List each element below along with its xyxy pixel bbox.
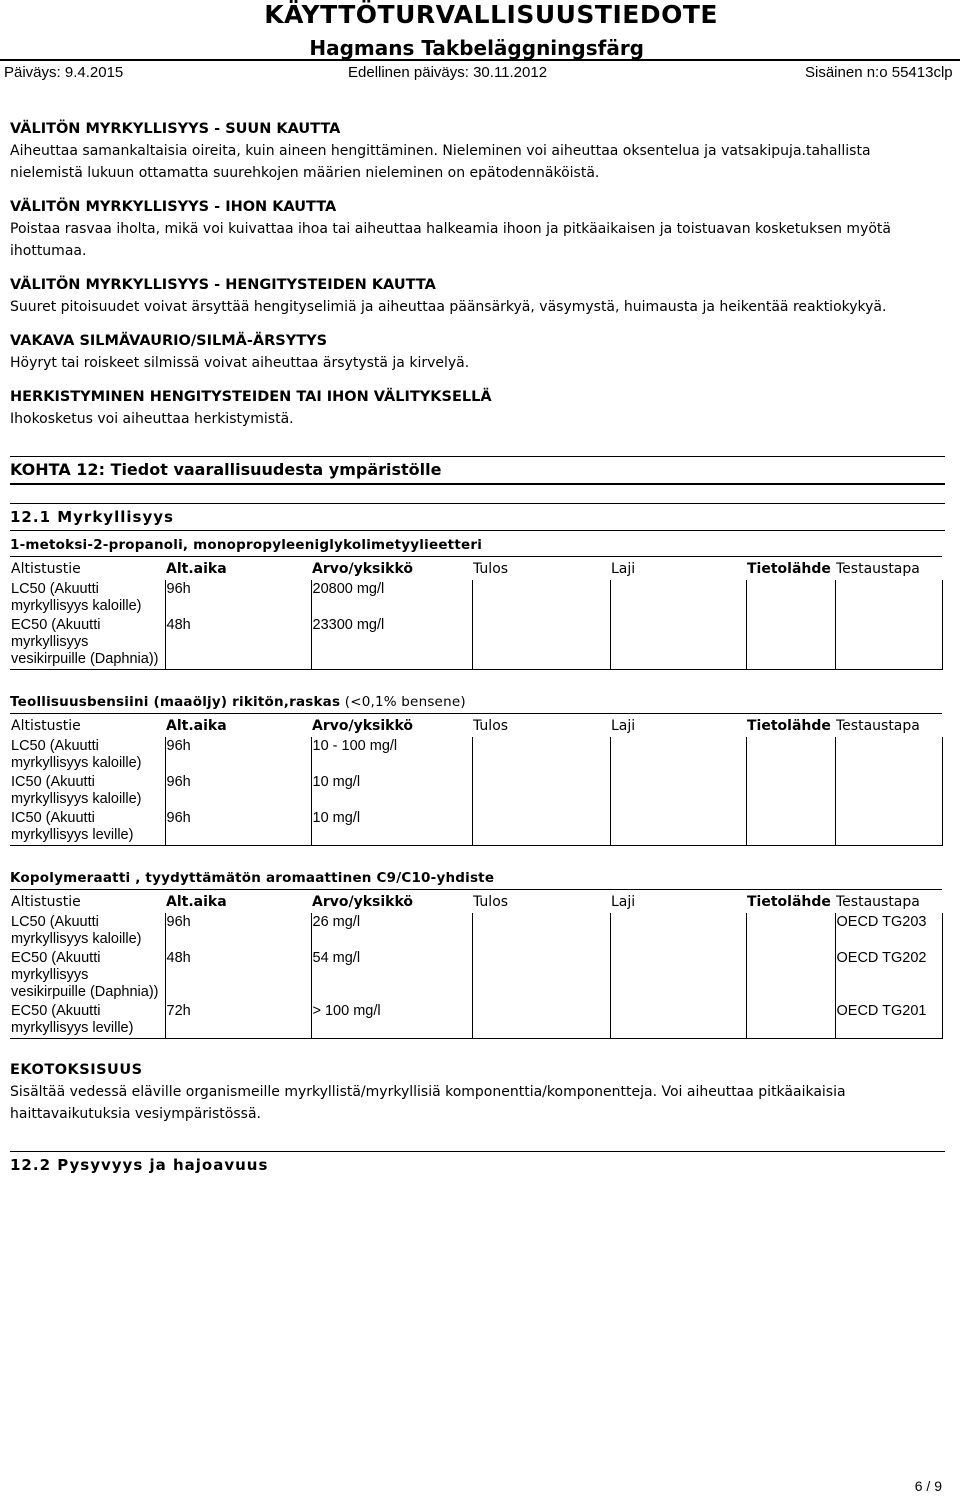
substance-name: Kopolymeraatti , tyydyttämätön aromaattinen C9/C10-yhdiste (10, 870, 495, 886)
header-time: Alt.aika (166, 561, 227, 577)
cell-species (610, 616, 746, 670)
cell-value: 10 - 100 mg/l (311, 737, 472, 773)
cell-result (472, 773, 610, 809)
cell-time: 48h (165, 616, 311, 670)
cell-time: 96h (165, 773, 311, 809)
cell-route: IC50 (Akuutti myrkyllisyys leville) (10, 809, 165, 846)
inhalation-heading: VÄLITÖN MYRKYLLISYYS - HENGITYSTEIDEN KAUTTA (10, 277, 436, 293)
cell-method: OECD TG203 (835, 913, 942, 949)
cell-value: 26 mg/l (311, 913, 472, 949)
skin-heading: VÄLITÖN MYRKYLLISYYS - IHON KAUTTA (10, 199, 337, 215)
section-12-title: KOHTA 12: Tiedot vaarallisuudesta ympäristölle (10, 460, 442, 479)
previous-date-field (348, 64, 547, 81)
table-row (10, 809, 942, 846)
header-source: Tietolähde (747, 561, 831, 577)
header-method: Testaustapa (836, 561, 920, 577)
substance-name: Teollisuusbensiini (maaöljy) rikitön,raskas (<0,1% bensene) (10, 694, 466, 710)
cell-method (835, 809, 942, 846)
header-result: Tulos (473, 561, 509, 577)
header-time: Alt.aika (166, 894, 227, 910)
page-number: 6 / 9 (914, 1478, 942, 1494)
header-value: Arvo/yksikkö (312, 561, 414, 577)
table-header-row (10, 714, 942, 738)
ecotoxicity-text: Sisältää vedessä eläville organismeille myrkyllistä/myrkyllisiä komponenttia/komponentteja. Voi aiheuttaa pitkäaikaisia haittavaikutuksia vesiympäristössä. (10, 1084, 846, 1122)
cell-species (610, 913, 746, 949)
toxicity-table (10, 713, 943, 846)
skin-text: Poistaa rasvaa iholta, mikä voi kuivattaa ihoa tai aiheuttaa halkeamia ihoon ja pitkäaikaisen ja toistuavan kosketuksen myötä ihottumaa. (10, 221, 891, 259)
cell-source (746, 737, 835, 773)
sensitization-heading: HERKISTYMINEN HENGITYSTEIDEN TAI IHON VÄLITYKSELLÄ (10, 389, 492, 405)
subsection-toxicity: 12.1 Myrkyllisyys (10, 503, 945, 528)
cell-result (472, 737, 610, 773)
internal-number-field (805, 64, 953, 81)
table-row (10, 773, 942, 809)
header-source: Tietolähde (747, 894, 831, 910)
cell-time: 96h (165, 737, 311, 773)
cell-species (610, 949, 746, 1002)
cell-result (472, 949, 610, 1002)
table-row (10, 949, 942, 1002)
table-header-row (10, 557, 942, 581)
swallow-heading: VÄLITÖN MYRKYLLISYYS - SUUN KAUTTA (10, 121, 341, 137)
cell-time: 96h (165, 913, 311, 949)
date-label: Päiväys: (4, 64, 61, 81)
table-row (10, 580, 942, 616)
cell-route: LC50 (Akuutti myrkyllisyys kaloille) (11, 738, 142, 771)
cell-value: 10 mg/l (311, 809, 472, 846)
cell-time: 96h (165, 580, 311, 616)
header-value: Arvo/yksikkö (312, 894, 414, 910)
header-route: Altistustie (11, 894, 81, 910)
table-row (10, 913, 942, 949)
cell-result (472, 616, 610, 670)
table-row (10, 737, 942, 773)
header-time: Alt.aika (166, 718, 227, 734)
cell-species (610, 1002, 746, 1039)
eye-heading: VAKAVA SILMÄVAURIO/SILMÄ-ÄRSYTYS (10, 333, 328, 349)
cell-method: OECD TG202 (835, 949, 942, 1002)
cell-source (746, 949, 835, 1002)
cell-value: 54 mg/l (311, 949, 472, 1002)
table-row (10, 616, 942, 670)
header-result: Tulos (473, 718, 509, 734)
eye-text: Höyryt tai roiskeet silmissä voivat aiheuttaa ärsytystä ja kirvelyä. (10, 355, 470, 371)
cell-time: 96h (165, 809, 311, 846)
cell-time: 48h (165, 949, 311, 1002)
toxicity-table (10, 556, 943, 670)
internal-number-label: Sisäinen n:o (805, 64, 888, 81)
cell-method (835, 773, 942, 809)
cell-method (835, 580, 942, 616)
cell-source (746, 616, 835, 670)
cell-method: OECD TG201 (835, 1002, 942, 1039)
swallow-text: Aiheuttaa samankaltaisia oireita, kuin aineen hengittäminen. Nieleminen voi aiheuttaa oksentelua ja vatsakipuja.tahallista nielemistä lukuun ottamatta suurehkojen määrien nieleminen on epätodennäköistä. (10, 143, 871, 181)
cell-species (610, 773, 746, 809)
cell-result (472, 580, 610, 616)
cell-value: 20800 mg/l (311, 580, 472, 616)
header-method: Testaustapa (836, 894, 920, 910)
table-row (10, 1002, 942, 1039)
cell-route: LC50 (Akuutti myrkyllisyys kaloille) (11, 914, 142, 947)
cell-method (835, 737, 942, 773)
toxicity-table (10, 889, 943, 1039)
cell-source (746, 773, 835, 809)
previous-date-value: 30.11.2012 (473, 64, 548, 81)
cell-source (746, 580, 835, 616)
date-value: 9.4.2015 (64, 64, 124, 81)
header-method: Testaustapa (836, 718, 920, 734)
header-result: Tulos (473, 894, 509, 910)
document-body (10, 118, 945, 1176)
document-title: KÄYTTÖTURVALLISUUSTIEDOTE (264, 0, 718, 29)
cell-route: IC50 (Akuutti myrkyllisyys kaloille) (11, 774, 142, 807)
sensitization-text: Ihokosketus voi aiheuttaa herkistymistä. (10, 411, 294, 427)
substance-name: 1-metoksi-2-propanoli, monopropyleeniglykolimetyylieetteri (10, 537, 483, 553)
ecotoxicity-heading: EKOTOKSISUUS (10, 1062, 143, 1078)
cell-time: 72h (165, 1002, 311, 1039)
header-value: Arvo/yksikkö (312, 718, 414, 734)
cell-route: EC50 (Akuutti myrkyllisyys vesikirpuille (Daphnia)) (10, 616, 165, 670)
substance-block (10, 530, 945, 670)
cell-value: 10 mg/l (311, 773, 472, 809)
cell-source (746, 1002, 835, 1039)
cell-species (610, 580, 746, 616)
header-species: Laji (611, 561, 636, 577)
internal-number-value: 55413clp (891, 64, 953, 81)
inhalation-text: Suuret pitoisuudet voivat ärsyttää hengityselimiä ja aiheuttaa päänsärkyä, väsymystä, huimausta ja heikentää reaktiokykyä. (10, 299, 887, 315)
subsection-persistence: 12.2 Pysyvyys ja hajoavuus (10, 1151, 945, 1176)
substance-block (10, 865, 945, 1039)
substance-block (10, 689, 945, 846)
cell-result (472, 913, 610, 949)
cell-species (610, 809, 746, 846)
cell-route: EC50 (Akuutti myrkyllisyys leville) (10, 1002, 165, 1039)
cell-species (610, 737, 746, 773)
header-rule (0, 59, 960, 61)
cell-value: 23300 mg/l (311, 616, 472, 670)
cell-method (835, 616, 942, 670)
cell-result (472, 1002, 610, 1039)
previous-date-label: Edellinen päiväys: (348, 64, 469, 81)
date-field (4, 64, 123, 81)
header-species: Laji (611, 894, 636, 910)
header-route: Altistustie (11, 561, 81, 577)
header-source: Tietolähde (747, 718, 831, 734)
company-name: Hagmans Takbeläggningsfärg (309, 36, 644, 60)
cell-source (746, 809, 835, 846)
header-species: Laji (611, 718, 636, 734)
table-header-row (10, 890, 942, 914)
cell-source (746, 913, 835, 949)
cell-route: EC50 (Akuutti myrkyllisyys vesikirpuille (Daphnia)) (11, 950, 159, 1000)
cell-route: LC50 (Akuutti myrkyllisyys kaloille) (11, 581, 142, 614)
section-12-header (10, 456, 945, 485)
cell-result (472, 809, 610, 846)
cell-value: > 100 mg/l (311, 1002, 472, 1039)
header-route: Altistustie (11, 718, 81, 734)
